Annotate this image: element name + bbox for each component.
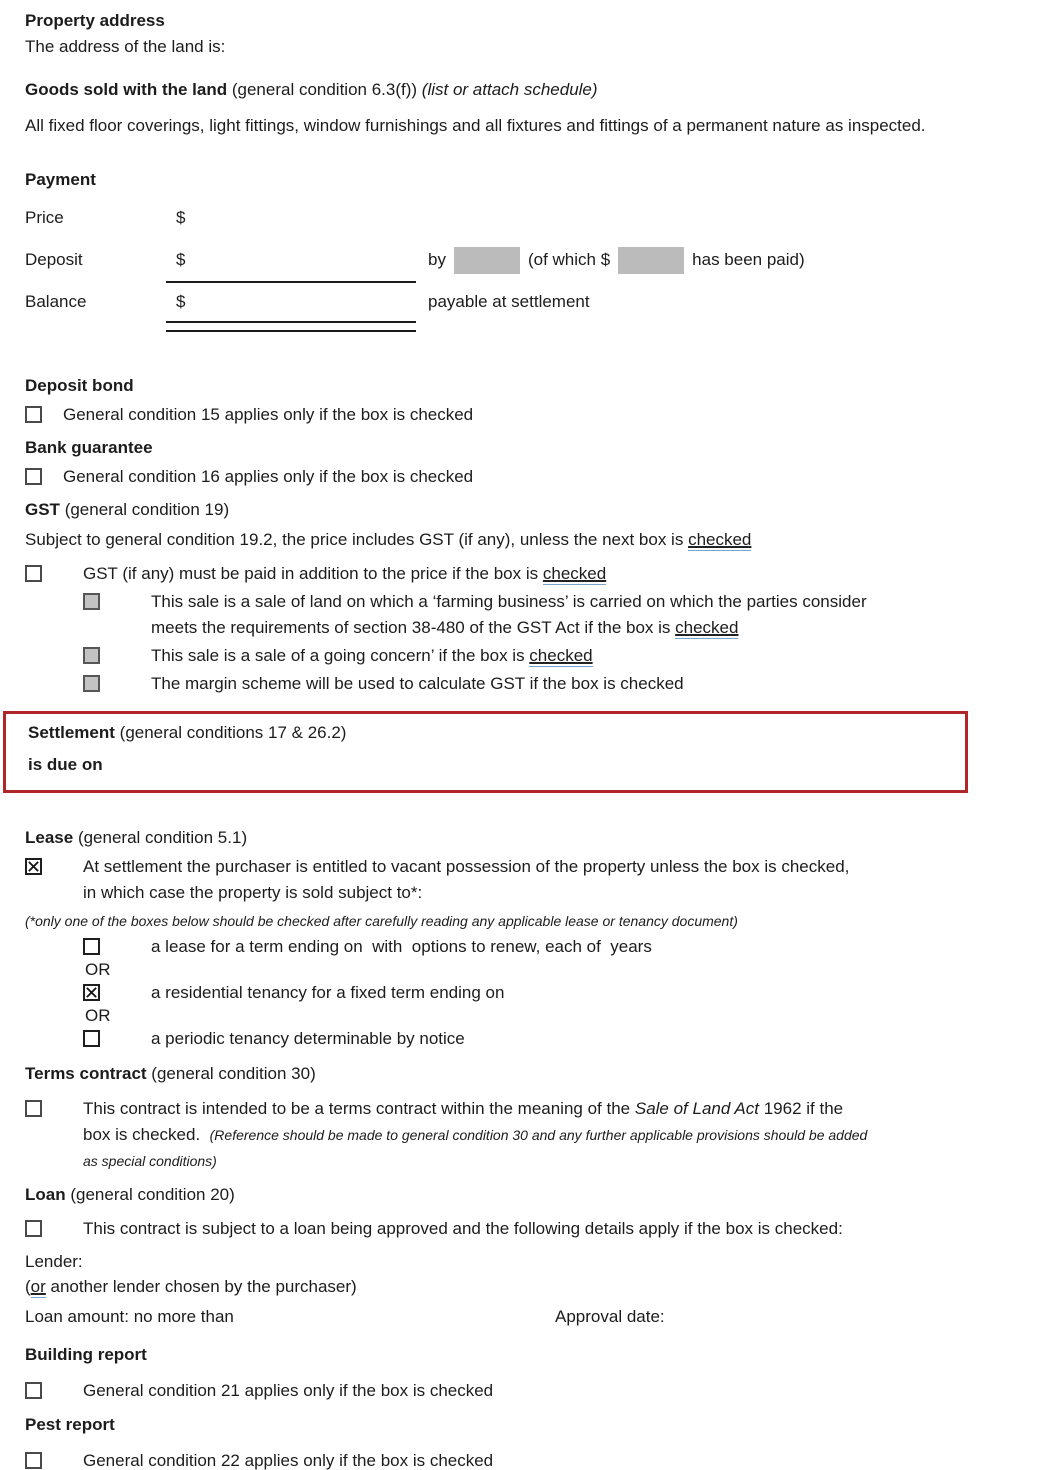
terms-contract-row (25, 1096, 1035, 1174)
gst-going-concern-checkbox[interactable] (83, 647, 100, 664)
deposit-of-which-label: (of which $ (527, 250, 611, 269)
section-property-address (25, 8, 1035, 60)
deposit-bond-row (25, 402, 1035, 428)
deposit-paid-label: has been paid) (692, 250, 805, 269)
section-loan (25, 1182, 1035, 1330)
loan-alt-lender-line: (or another lender chosen by the purchaser) (25, 1277, 357, 1296)
deposit-currency: $ (176, 250, 186, 269)
gst-addition-row (25, 561, 1035, 587)
balance-label: Balance (25, 292, 87, 311)
price-row (25, 197, 1035, 239)
deposit-bond-checkbox[interactable] (25, 406, 42, 423)
section-deposit-bond (25, 373, 1035, 428)
settlement-highlight-box (3, 711, 968, 793)
settlement-due-label: is due on (28, 755, 103, 774)
section-gst (25, 497, 1035, 697)
lease-periodic-row (83, 1026, 1035, 1052)
loan-heading-ref: (general condition 20) (70, 1185, 235, 1204)
deposit-paid-redacted-field[interactable] (618, 247, 684, 274)
lease-or-2: OR (85, 1006, 111, 1025)
gst-heading-ref: (general condition 19) (64, 500, 230, 519)
section-bank-guarantee (25, 435, 1035, 490)
settlement-heading: Settlement (28, 723, 115, 742)
property-address-line: The address of the land is: (25, 37, 226, 56)
pest-report-heading: Pest report (25, 1415, 115, 1434)
section-terms-contract (25, 1061, 1035, 1174)
balance-row (25, 281, 1035, 323)
lease-residential-checkbox[interactable] (83, 984, 100, 1001)
building-report-checkbox[interactable] (25, 1382, 42, 1399)
balance-note: payable at settlement (428, 292, 590, 311)
section-payment (25, 167, 1035, 323)
deposit-bond-item: General condition 15 applies only if the box is checked (63, 405, 474, 424)
gst-going-concern-checked-link[interactable]: checked (529, 646, 593, 665)
gst-margin-scheme-item: The margin scheme will be used to calculate GST if the box is checked (151, 674, 684, 693)
loan-item: This contract is subject to a loan being approved and the following details apply if the box is checked: (83, 1219, 843, 1238)
section-pest-report (25, 1412, 1035, 1470)
property-address-heading: Property address (25, 11, 165, 30)
loan-heading: Loan (25, 1185, 66, 1204)
lease-vacant-possession-row (25, 854, 1035, 906)
lease-periodic-checkbox[interactable] (83, 1030, 100, 1047)
section-goods (25, 77, 1035, 139)
lease-term-row (83, 934, 1035, 960)
gst-addition-checkbox[interactable] (25, 565, 42, 582)
section-lease (25, 825, 1035, 1052)
building-report-row (25, 1378, 1035, 1404)
goods-heading-ref: (general condition 6.3(f)) (231, 80, 418, 99)
balance-amount-field[interactable] (176, 281, 416, 323)
section-building-report (25, 1342, 1035, 1404)
lease-vacant-possession-item: At settlement the purchaser is entitled to vacant possession of the property unless the box is checked, in which case the property is sold subject to*: (83, 857, 850, 902)
gst-farming-item: This sale is a sale of land on which a ‘farming business’ is carried on which the parties consider meets the requirements of section 38-480 of the GST Act if the box is checked (151, 592, 867, 637)
loan-row (25, 1216, 1035, 1242)
settlement-heading-line (28, 720, 965, 746)
gst-farming-checked-link[interactable]: checked (675, 618, 739, 637)
terms-contract-act-name: Sale of Land Act (634, 1099, 759, 1118)
pest-report-row (25, 1448, 1035, 1470)
pest-report-checkbox[interactable] (25, 1452, 42, 1469)
loan-approval-date-label: Approval date: (555, 1307, 665, 1326)
price-amount-field[interactable] (176, 197, 416, 239)
terms-contract-heading-ref: (general condition 30) (151, 1064, 316, 1083)
gst-going-concern-row (83, 643, 1035, 669)
payment-heading: Payment (25, 170, 96, 189)
building-report-item: General condition 21 applies only if the box is checked (83, 1381, 494, 1400)
lease-term-item: a lease for a term ending on with options to renew, each of years (151, 937, 652, 956)
gst-heading-line (25, 497, 1035, 523)
lease-heading-ref: (general condition 5.1) (77, 828, 248, 847)
deposit-by-redacted-field[interactable] (454, 247, 520, 274)
bank-guarantee-heading: Bank guarantee (25, 438, 153, 457)
gst-intro: Subject to general condition 19.2, the price includes GST (if any), unless the next box is checked (25, 530, 752, 549)
lease-term-checkbox[interactable] (83, 938, 100, 955)
gst-going-concern-item: This sale is a sale of a going concern’ if the box is checked (151, 646, 593, 665)
goods-heading-note: (list or attach schedule) (421, 80, 598, 99)
terms-contract-heading: Terms contract (25, 1064, 147, 1083)
pest-report-item: General condition 22 applies only if the box is checked (83, 1451, 494, 1470)
goods-body: All fixed floor coverings, light fittings, window furnishings and all fixtures and fittings of a permanent nature as inspected. (25, 116, 926, 135)
loan-heading-line (25, 1182, 1035, 1208)
deposit-amount-field[interactable] (176, 239, 416, 281)
lease-heading-line (25, 825, 1035, 851)
deposit-by-label: by (428, 250, 446, 269)
goods-heading: Goods sold with the land (25, 80, 228, 99)
deposit-bond-heading: Deposit bond (25, 376, 134, 395)
bank-guarantee-row (25, 464, 1035, 490)
loan-lender-label: Lender: (25, 1252, 83, 1271)
lease-heading: Lease (25, 828, 74, 847)
lease-or-1: OR (85, 960, 111, 979)
lease-residential-item: a residential tenancy for a fixed term ending on (151, 983, 505, 1002)
building-report-heading: Building report (25, 1345, 147, 1364)
settlement-heading-ref: (general conditions 17 & 26.2) (119, 723, 347, 742)
loan-or-link[interactable]: or (30, 1277, 46, 1296)
lease-vacant-possession-checkbox[interactable] (25, 858, 42, 875)
balance-currency: $ (176, 292, 186, 311)
bank-guarantee-checkbox[interactable] (25, 468, 42, 485)
deposit-row (25, 239, 1035, 281)
gst-farming-checkbox[interactable] (83, 593, 100, 610)
price-label: Price (25, 208, 64, 227)
lease-residential-row (83, 980, 1035, 1006)
gst-margin-scheme-checkbox[interactable] (83, 675, 100, 692)
lease-periodic-item: a periodic tenancy determinable by notice (151, 1029, 465, 1048)
gst-addition-item: GST (if any) must be paid in addition to the price if the box is checked (83, 564, 607, 583)
price-currency: $ (176, 208, 186, 227)
gst-addition-checked-link[interactable]: checked (542, 564, 607, 583)
terms-heading-line (25, 1061, 1035, 1087)
lease-note: (*only one of the boxes below should be checked after carefully reading any applicable lease or tenancy document) (25, 913, 738, 929)
deposit-label: Deposit (25, 250, 83, 269)
terms-contract-item: This contract is intended to be a terms contract within the meaning of the Sale of Land Act 1962 if the box is checked. (Reference should be made to general condition 30 and any further applicable provisions should be added as special conditions) (83, 1099, 868, 1169)
loan-amount-label: Loan amount: no more than (25, 1307, 234, 1326)
gst-heading: GST (25, 500, 60, 519)
bank-guarantee-item: General condition 16 applies only if the box is checked (63, 467, 474, 486)
gst-intro-checked-link[interactable]: checked (688, 530, 752, 549)
gst-margin-scheme-row (83, 671, 1035, 697)
terms-contract-checkbox[interactable] (25, 1100, 42, 1117)
goods-heading-line (25, 77, 1035, 103)
loan-checkbox[interactable] (25, 1220, 42, 1237)
gst-farming-row (83, 589, 1035, 641)
